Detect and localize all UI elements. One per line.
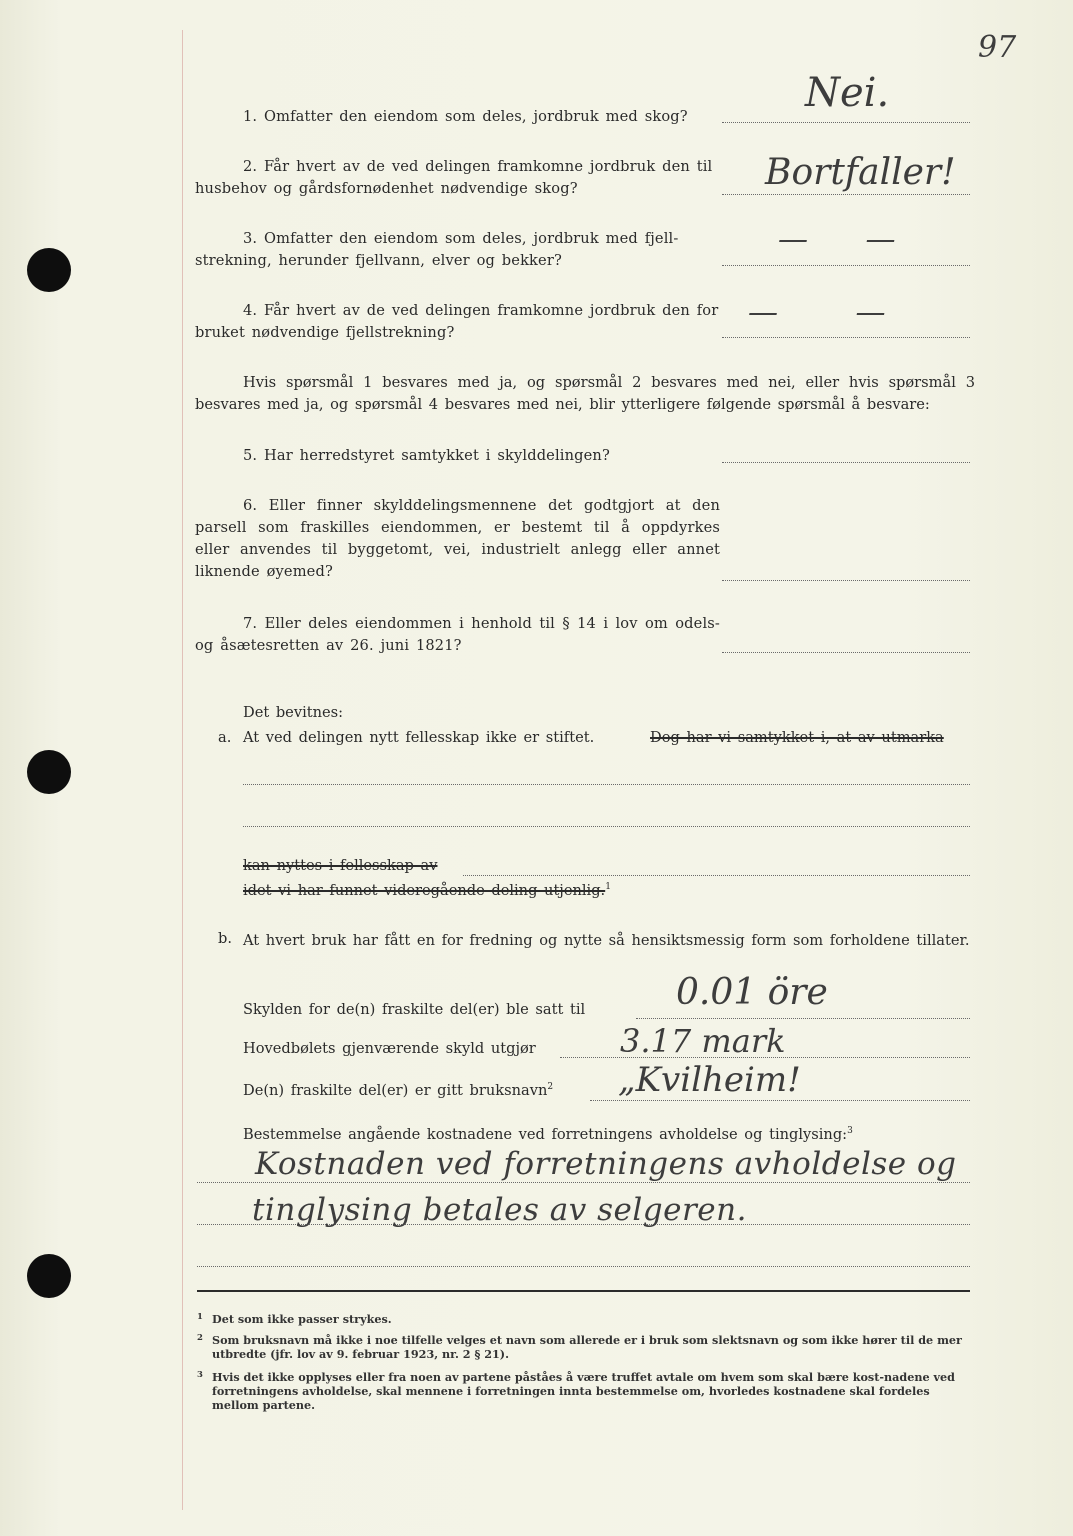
item-b-text: At hvert bruk har fått en for fredning og nytte så hensiktsmessig form som forholdene tillater. <box>243 932 970 949</box>
costs-label: Bestemmelse angående kostnadene ved forretningens avholdelse og tinglysing: <box>243 1126 848 1143</box>
footnote-3 <box>197 1370 972 1412</box>
question-5: 5. Har herredstyret samtykket i skylddelingen? <box>243 447 610 464</box>
bruksnavn-value: „Kvilheim! <box>618 1060 801 1100</box>
blank-line <box>463 875 970 876</box>
answer-line <box>722 580 970 581</box>
footnote-2 <box>197 1333 972 1361</box>
punch-hole <box>27 1254 71 1298</box>
blank-line <box>243 784 970 785</box>
costs-handwritten-1: Kostnaden ved forretningens avholdelse og <box>255 1146 957 1182</box>
answer-line <box>722 462 970 463</box>
margin-rule <box>182 30 183 1510</box>
skyld-label: Skylden for de(n) fraskilte del(er) ble satt til <box>243 1001 586 1018</box>
footnote-number: 2 <box>197 1333 203 1343</box>
footnote-mark: 3 <box>847 1126 853 1137</box>
field-line <box>590 1100 970 1101</box>
blank-line <box>243 826 970 827</box>
answer-line <box>722 337 970 338</box>
footnote-text: Hvis det ikke opplyses eller fra noen av partene påståes å være truffet avtale om hvem som skal bære kost-nadene ved forretningens avholdelse, skal mennene i forretningen innta bestemmelse om, hvorledes kostnadene skal fordeles mellom partene. <box>212 1370 955 1412</box>
item-a-prefix: a. <box>218 729 232 746</box>
hovedbol-label: Hovedbølets gjenværende skyld utgjør <box>243 1040 536 1057</box>
question-6: 6. Eller finner skylddelingsmennene det godtgjort at den parsell som fraskilles eiendommen, er bestemt til å oppdyrkes eller anvendes til byggetomt, vei, industrielt anlegg eller annet liknende øyemed? <box>195 497 720 580</box>
punch-hole <box>27 248 71 292</box>
field-line <box>197 1182 970 1183</box>
punch-hole <box>27 750 71 794</box>
skyld-value: 0.01 öre <box>676 972 828 1013</box>
answer-4: — — <box>748 295 920 330</box>
question-4: 4. Får hvert av de ved delingen framkomne jordbruk den for bruket nødvendige fjellstrekning? <box>195 302 719 341</box>
item-a-struck-text: Dog har vi samtykket i, at av utmarka <box>650 729 944 746</box>
struck-line-2: idet vi har funnet videregående deling utjenlig. <box>243 882 606 899</box>
answer-line <box>722 194 970 195</box>
answer-line <box>722 265 970 266</box>
question-3: 3. Omfatter den eiendom som deles, jordbruk med fjell-strekning, herunder fjellvann, elver og bekker? <box>195 230 679 269</box>
page-number: 97 <box>978 30 1017 65</box>
item-a-text: At ved delingen nytt fellesskap ikke er stiftet. <box>243 729 595 746</box>
question-7: 7. Eller deles eiendommen i henhold til § 14 i lov om odels- og åsætesretten av 26. juni 1821? <box>195 615 720 654</box>
question-2: 2. Får hvert av de ved delingen framkomne jordbruk den til husbehov og gårdsfornødenhet nødvendige skog? <box>195 158 713 197</box>
answer-2: Bortfaller! <box>765 152 956 193</box>
footnote-text: Som bruksnavn må ikke i noe tilfelle velges et navn som allerede er i bruk som slektsnavn og som ikke hører til de mer utbredte (jfr. lov av 9. februar 1923, nr. 2 § 21). <box>212 1333 962 1361</box>
hovedbol-value: 3.17 mark <box>620 1022 786 1060</box>
struck-line-1: kan nyttes i fellesskap av <box>243 857 438 874</box>
item-b-prefix: b. <box>218 930 232 947</box>
field-line <box>197 1266 970 1267</box>
instruction-text: Hvis spørsmål 1 besvares med ja, og spørsmål 2 besvares med nei, eller hvis spørsmål 3 besvares med ja, og spørsmål 4 besvares med nei, blir ytterligere følgende spørsmål å besvare: <box>195 374 975 413</box>
footnote-1 <box>197 1312 972 1326</box>
footnote-number: 1 <box>197 1312 203 1322</box>
footnote-mark: 2 <box>547 1082 554 1093</box>
answer-line <box>722 652 970 653</box>
costs-label-wrap <box>243 1126 853 1143</box>
footnote-text: Det som ikke passer strykes. <box>212 1312 392 1326</box>
bruksnavn-label-wrap <box>243 1082 553 1099</box>
answer-3: — — <box>778 222 920 257</box>
question-1: 1. Omfatter den eiendom som deles, jordbruk med skog? <box>243 108 688 125</box>
footnote-mark: 1 <box>605 882 611 893</box>
answer-line <box>722 122 970 123</box>
attestation-heading: Det bevitnes: <box>243 704 344 721</box>
footnote-number: 3 <box>197 1370 203 1380</box>
costs-handwritten-2: tinglysing betales av selgeren. <box>252 1192 747 1228</box>
struck-line-2-wrap <box>243 882 611 899</box>
answer-1: Nei. <box>805 70 890 116</box>
footnote-rule <box>197 1290 970 1292</box>
field-line <box>636 1018 970 1019</box>
bruksnavn-label: De(n) fraskilte del(er) er gitt bruksnavn <box>243 1082 548 1099</box>
